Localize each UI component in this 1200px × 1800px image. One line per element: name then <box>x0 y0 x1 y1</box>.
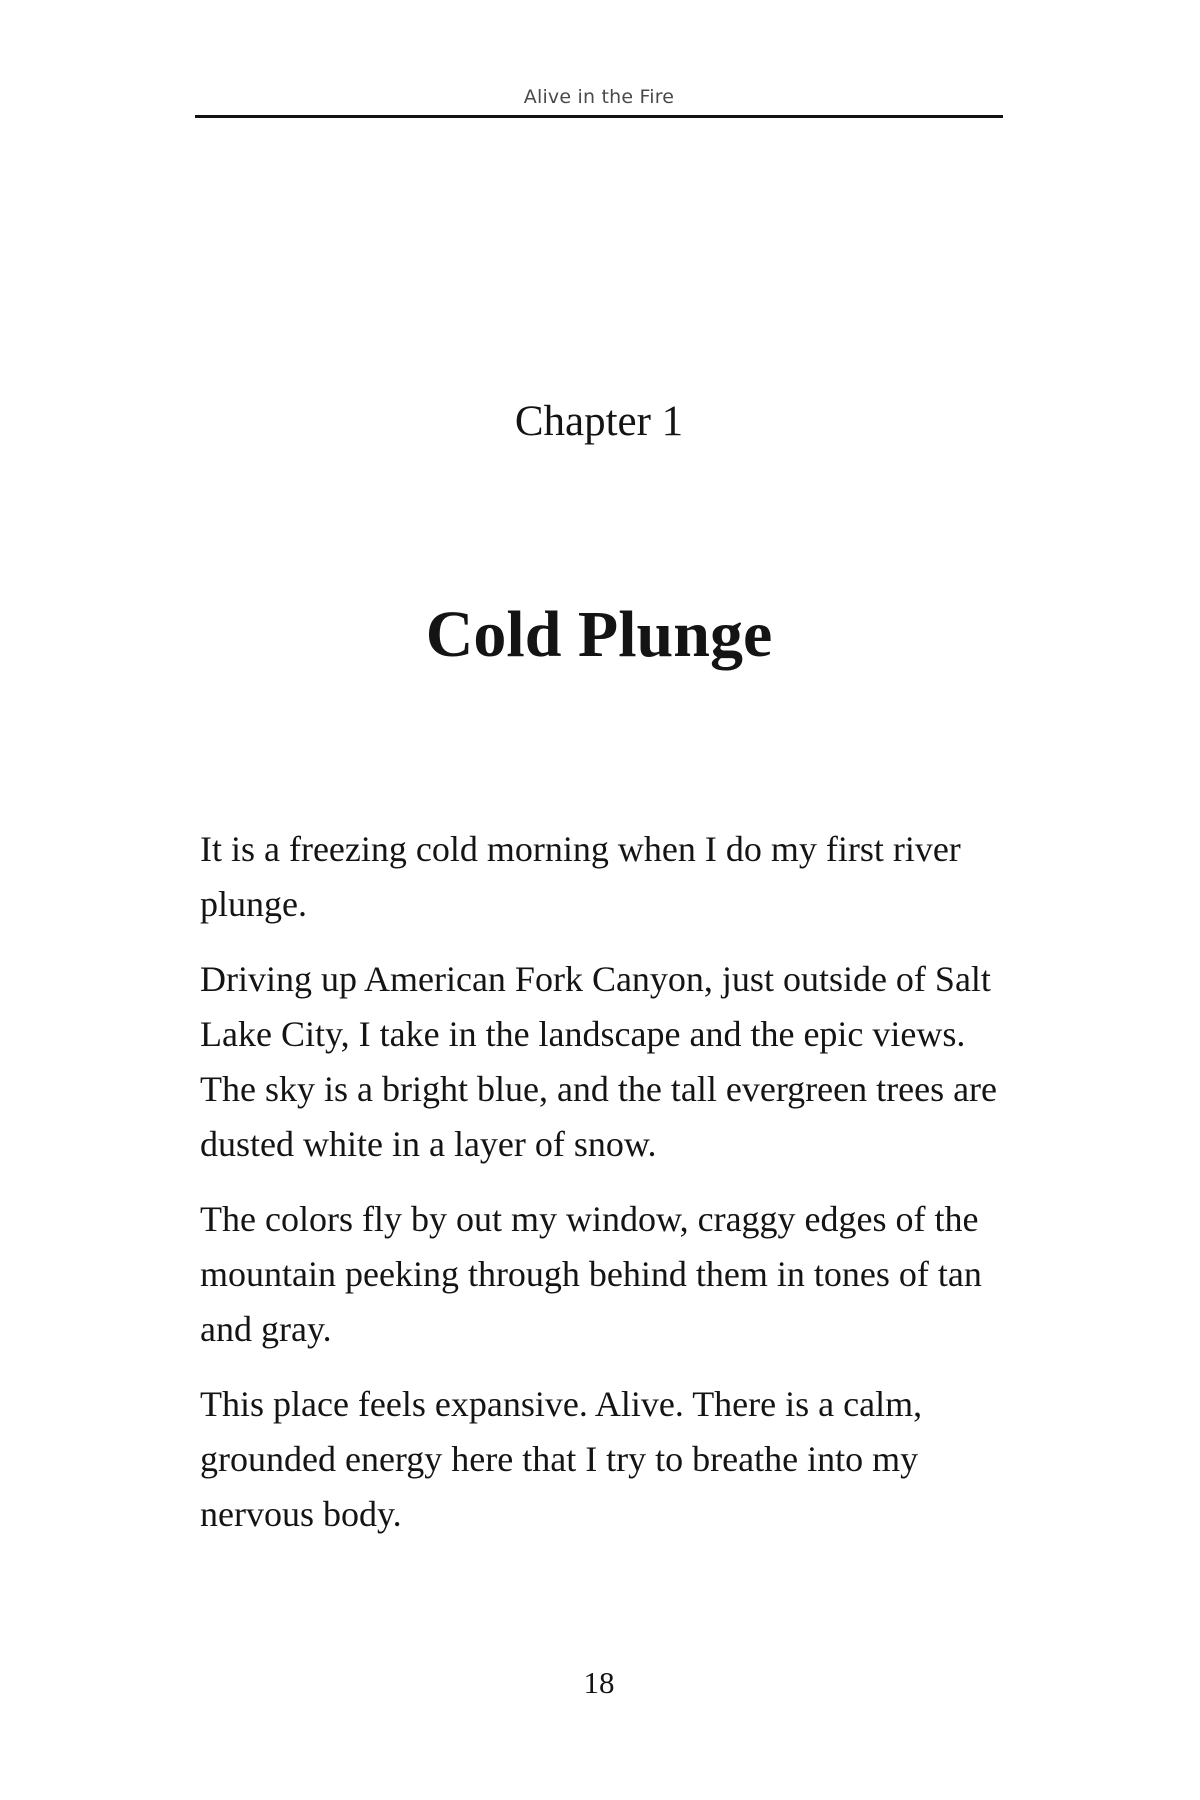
paragraph: This place feels expansive. Alive. There is a calm, grounded energy here that I try to breathe into my nervous body. <box>200 1384 923 1534</box>
chapter-title: Cold Plunge <box>425 598 773 671</box>
header-rule <box>195 115 1003 118</box>
chapter-number: Chapter 1 <box>514 398 684 445</box>
paragraph: The colors fly by out my window, craggy edges of the mountain peeking through behind them in tones of tan and gray. <box>200 1199 982 1349</box>
paragraph: Driving up American Fork Canyon, just outside of Salt Lake City, I take in the landscape and the epic views. The sky is a bright blue, and the tall evergreen trees are dusted white in a layer of snow. <box>200 959 998 1164</box>
body-text <box>200 822 1005 1562</box>
paragraph: It is a freezing cold morning when I do my first river plunge. <box>200 829 961 924</box>
running-header-title: Alive in the Fire <box>523 86 675 108</box>
page-number: 18 <box>583 1665 615 1700</box>
